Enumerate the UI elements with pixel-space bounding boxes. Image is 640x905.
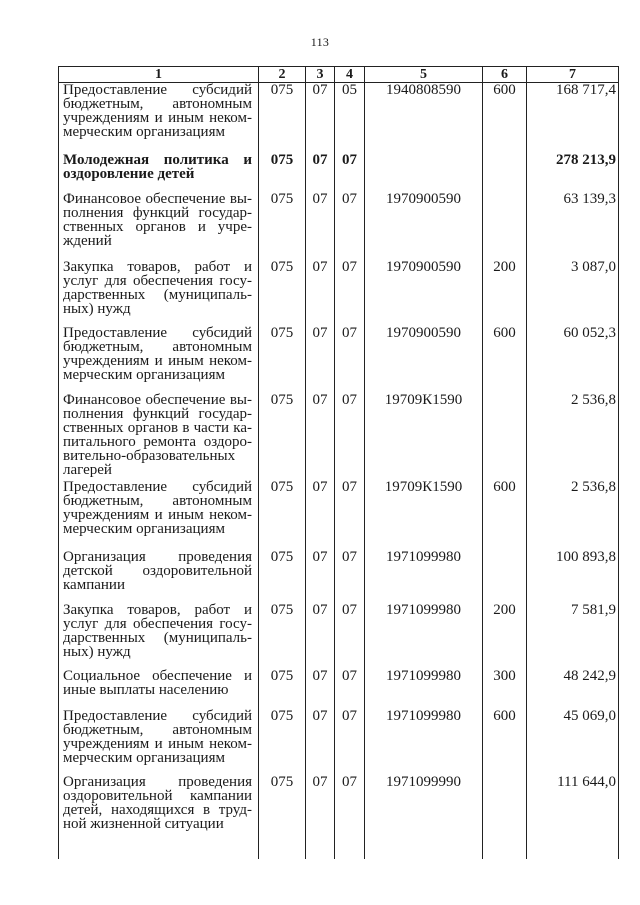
cell-c7: 111 644,0	[527, 775, 619, 859]
cell-c4: 07	[335, 260, 365, 326]
cell-c3: 07	[306, 775, 335, 859]
cell-c6	[483, 775, 527, 859]
cell-c5: 1940808590	[365, 83, 483, 153]
cell-c4: 07	[335, 326, 365, 393]
cell-c5: 1970900590	[365, 326, 483, 393]
cell-c3: 07	[306, 83, 335, 153]
table-row	[59, 550, 619, 603]
cell-name: Предоставление субсидий бюджетным, автономным учреждениям и иным неком-мерческим организациям	[59, 709, 259, 775]
cell-c2: 075	[259, 775, 306, 859]
cell-name: Закупка товаров, работ и услуг для обеспечения госу-дарственных (муниципаль-ных) нужд	[59, 603, 259, 669]
cell-c5: 1970900590	[365, 192, 483, 260]
cell-c3: 07	[306, 550, 335, 603]
header-col-7: 7	[527, 67, 619, 83]
cell-c7: 45 069,0	[527, 709, 619, 775]
cell-c5: 19709К1590	[365, 480, 483, 550]
cell-c6	[483, 393, 527, 480]
table-row	[59, 669, 619, 709]
cell-name: Организация проведения детской оздоровительной кампании	[59, 550, 259, 603]
cell-c5: 1971099980	[365, 669, 483, 709]
header-col-4: 4	[335, 67, 365, 83]
cell-c6	[483, 153, 527, 192]
cell-c6: 200	[483, 260, 527, 326]
cell-c6: 300	[483, 669, 527, 709]
cell-c2: 075	[259, 192, 306, 260]
cell-c2: 075	[259, 393, 306, 480]
cell-name: Предоставление субсидий бюджетным, автономным учреждениям и иным неком-мерческим организациям	[59, 83, 259, 153]
cell-c5: 1971099980	[365, 709, 483, 775]
cell-c2: 075	[259, 669, 306, 709]
cell-c3: 07	[306, 153, 335, 192]
cell-c2: 075	[259, 709, 306, 775]
cell-c3: 07	[306, 393, 335, 480]
budget-table	[58, 66, 619, 859]
cell-c2: 075	[259, 260, 306, 326]
cell-c4: 05	[335, 83, 365, 153]
cell-c5: 1971099980	[365, 603, 483, 669]
cell-c3: 07	[306, 326, 335, 393]
cell-c4: 07	[335, 550, 365, 603]
cell-c3: 07	[306, 603, 335, 669]
cell-c5: 1971099990	[365, 775, 483, 859]
cell-c6: 600	[483, 480, 527, 550]
cell-c6: 200	[483, 603, 527, 669]
cell-c4: 07	[335, 480, 365, 550]
cell-name: Закупка товаров, работ и услуг для обеспечения госу-дарственных (муниципаль-ных) нужд	[59, 260, 259, 326]
cell-c2: 075	[259, 480, 306, 550]
cell-c7: 168 717,4	[527, 83, 619, 153]
table-row	[59, 260, 619, 326]
cell-c6: 600	[483, 83, 527, 153]
cell-c3: 07	[306, 669, 335, 709]
cell-c6	[483, 550, 527, 603]
cell-c2: 075	[259, 603, 306, 669]
page-number: 113	[310, 35, 330, 49]
cell-c7: 3 087,0	[527, 260, 619, 326]
header-col-5: 5	[365, 67, 483, 83]
cell-c5: 1971099980	[365, 550, 483, 603]
table-row	[59, 153, 619, 192]
table-row	[59, 603, 619, 669]
cell-c7: 100 893,8	[527, 550, 619, 603]
table-row	[59, 83, 619, 153]
cell-c4: 07	[335, 775, 365, 859]
header-col-2: 2	[259, 67, 306, 83]
table-row	[59, 709, 619, 775]
cell-c7: 2 536,8	[527, 393, 619, 480]
cell-c7: 2 536,8	[527, 480, 619, 550]
cell-c3: 07	[306, 480, 335, 550]
cell-c2: 075	[259, 153, 306, 192]
table-row	[59, 393, 619, 480]
header-col-3: 3	[306, 67, 335, 83]
cell-name: Предоставление субсидий бюджетным, автономным учреждениям и иным неком-мерческим организациям	[59, 326, 259, 393]
cell-c4: 07	[335, 393, 365, 480]
cell-name: Организация проведения оздоровительной кампании детей, находящихся в труд-ной жизненной ситуации	[59, 775, 259, 859]
cell-name: Финансовое обеспечение вы-полнения функций государ-ственных органов в части ка-питального ремонта оздоро-вительно-образовательных лагерей	[59, 393, 259, 480]
cell-c7: 63 139,3	[527, 192, 619, 260]
cell-c2: 075	[259, 326, 306, 393]
cell-name: Социальное обеспечение и иные выплаты населению	[59, 669, 259, 709]
cell-c4: 07	[335, 603, 365, 669]
cell-c7: 48 242,9	[527, 669, 619, 709]
cell-c4: 07	[335, 153, 365, 192]
cell-c3: 07	[306, 260, 335, 326]
table-row	[59, 192, 619, 260]
cell-c6: 600	[483, 326, 527, 393]
cell-c4: 07	[335, 192, 365, 260]
cell-c5	[365, 153, 483, 192]
cell-name: Молодежная политика и оздоровление детей	[59, 153, 259, 192]
table-row	[59, 480, 619, 550]
cell-c2: 075	[259, 550, 306, 603]
header-col-1: 1	[59, 67, 259, 83]
cell-name: Финансовое обеспечение вы-полнения функций государ-ственных органов и учре-ждений	[59, 192, 259, 260]
cell-c6	[483, 192, 527, 260]
cell-c4: 07	[335, 669, 365, 709]
cell-c7: 7 581,9	[527, 603, 619, 669]
cell-c6: 600	[483, 709, 527, 775]
header-row	[59, 67, 619, 83]
cell-c3: 07	[306, 192, 335, 260]
cell-c2: 075	[259, 83, 306, 153]
cell-name: Предоставление субсидий бюджетным, автономным учреждениям и иным неком-мерческим организациям	[59, 480, 259, 550]
table-row	[59, 326, 619, 393]
table-row	[59, 775, 619, 859]
cell-c3: 07	[306, 709, 335, 775]
cell-c5: 1970900590	[365, 260, 483, 326]
cell-c7: 278 213,9	[527, 153, 619, 192]
header-col-6: 6	[483, 67, 527, 83]
cell-c5: 19709К1590	[365, 393, 483, 480]
cell-c7: 60 052,3	[527, 326, 619, 393]
cell-c4: 07	[335, 709, 365, 775]
